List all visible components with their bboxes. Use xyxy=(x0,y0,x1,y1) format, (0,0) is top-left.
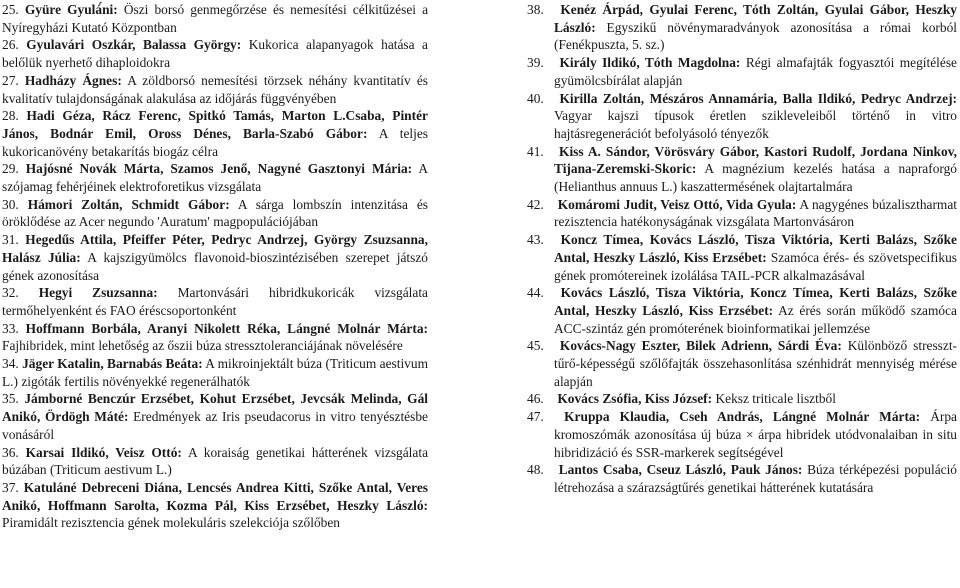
reference-entry xyxy=(527,390,957,408)
entry-authors: Gyüre Gyulá́ni: xyxy=(24,2,118,17)
entry-title: A mikroinjektált búza (Triticum aestivum L.) zigóták fertilis növényekké regenerálhatók xyxy=(2,356,428,389)
entry-authors: Gyulavári Oszkár, Balassa György: xyxy=(26,37,242,53)
entry-title: Piramidált rezisztencia gének molekuláris szelekciója szőlőben xyxy=(2,515,340,531)
entry-authors: Lantos Csaba, Cseuz László, Pauk János: xyxy=(558,462,803,478)
entry-number: 45. xyxy=(527,338,544,354)
entry-number: 29. xyxy=(2,161,19,177)
entry-number: 40. xyxy=(527,90,544,106)
entry-authors: Hadi Géza, Rácz Ferenc, Spitkó Tamás, Marton L.Csaba, Pintér János, Bodnár Emil, Oross Dénes, Barla-Szabó Gábor: xyxy=(2,108,428,141)
reference-entry xyxy=(527,54,957,89)
reference-entry xyxy=(2,355,428,390)
entry-authors: Kovács Zsófia, Kiss József: xyxy=(557,391,713,407)
entry-authors: Hámori Zoltán, Schmidt Gábor: xyxy=(27,196,230,212)
entry-authors: Kirilla Zoltán, Mészáros Annamária, Balla Ildikó, Pedryc Andrzej: xyxy=(559,90,957,106)
entry-title: A nagygénes búzalisztharmat rezisztencia hatékonyságának vizsgálata Martonvásáron xyxy=(554,196,957,230)
entry-authors: Kruppa Klaudia, Cseh András, Lángné Molnár Márta: xyxy=(564,409,921,425)
entry-title: Különböző stresszt-tűrő-képességű szőlőfajták összehasonlítása szénhidrát mennyiség mérése alapján xyxy=(554,338,958,389)
entry-title: Vagyar kajszi típusok éretlen szikleveleiből történő in vitro hajtásregenerációt befolyásoló tényezők xyxy=(554,108,957,141)
reference-entry xyxy=(2,107,428,160)
entry-authors: Katuláné Debreceni Diána, Lencsés Andrea Kitti, Szőke Antal, Veres Anikó, Hoffmann Sarolta, Kozma Pál, Kiss Erzsébet, Heszky László: xyxy=(2,479,428,513)
entry-number: 37. xyxy=(2,479,19,495)
entry-title: Kukorica alapanyagok hatása a belőlük nyerhető dihaploidokra xyxy=(2,37,429,71)
reference-entry xyxy=(2,479,428,532)
reference-entry xyxy=(2,1,428,36)
entry-authors: Hajósné Novák Márta, Szamos Jenő, Nagyné Gasztonyi Mária: xyxy=(25,161,413,177)
reference-entry xyxy=(527,408,957,461)
entry-authors: Kovács László, Tisza Viktória, Koncz Tímea, Kerti Balázs, Szőke Antal, Heszky László, Kiss Erzsébet: xyxy=(554,285,957,318)
reference-entry xyxy=(2,320,428,355)
entry-title: Búza térképezési populáció létrehozása a szárazságtűrés genetikai hátterének kutatására xyxy=(554,462,958,495)
reference-entry xyxy=(527,461,957,496)
entry-authors: Hadházy Ágnes: xyxy=(24,72,122,88)
reference-entry xyxy=(2,390,428,443)
reference-entry xyxy=(527,284,957,337)
entry-number: 36. xyxy=(2,444,19,460)
entry-number: 48. xyxy=(527,462,544,478)
entry-authors: Koncz Tímea, Kovács László, Tisza Viktória, Kerti Balázs, Szőke Antal, Heszky László, Kiss Erzsébet: xyxy=(554,232,957,265)
entry-title: A szójamag fehérjéinek elektroforetikus vizsgálata xyxy=(2,161,428,195)
entry-number: 27. xyxy=(2,72,19,88)
entry-title: Árpa kromoszómák azonosítása új búza × árpa hibridek utódvonalaiban in situ hibridizáció és SSR-markerek segítségével xyxy=(554,409,957,460)
reference-entry xyxy=(527,337,957,390)
entry-authors: Hegyi Zsuzsanna: xyxy=(38,285,158,301)
entry-number: 33. xyxy=(2,320,19,336)
entry-title: Az érés során működő szamóca ACC-szintáz gén promóterének bioinformatikai jellemzése xyxy=(554,302,958,336)
entry-title: Öszi borsó genmegőrzése és nemesítési célkitűzései a Nyíregyházi Kutató Központban xyxy=(2,2,429,35)
entry-number: 41. xyxy=(527,143,544,159)
entry-title: Eredmények az Iris pseudacorus in vitro tenyésztésbe vonásáról xyxy=(2,409,428,442)
entry-number: 30. xyxy=(2,196,19,212)
entry-title: A magnézium kezelés hatása a napraforgó (Helianthus annuus L.) kaszattermésének olajtartalmára xyxy=(554,161,958,195)
reference-entry xyxy=(527,1,957,54)
entry-authors: Jäger Katalin, Barnabás Beáta: xyxy=(22,356,203,372)
entry-authors: Kenéz Árpád, Gyulai Ferenc, Tóth Zoltán, Gyulai Gábor, Heszky László: xyxy=(554,2,957,35)
entry-authors: Kovács-Nagy Eszter, Bilek Adrienn, Sárdi Éva: xyxy=(559,338,842,354)
reference-entry xyxy=(2,231,428,284)
entry-title: Régi almafajták fogyasztói megítélése gyümölcsbírálat alapján xyxy=(554,55,958,88)
entry-title: A kajszigyümölcs flavonoid-bioszintézisében szerepet játszó gének azonosítása xyxy=(2,249,428,283)
entry-title: A sárga lombszín intenzitása és öröklődése az Acer negundo 'Auratum' magpopulációjában xyxy=(2,196,428,230)
entry-number: 43. xyxy=(527,232,544,248)
right-column xyxy=(527,0,957,588)
entry-title: A zöldborsó nemesítési törzsek néhány kvantitatív és kvalitatív tulajdonságának alakulása az időjárás függvényében xyxy=(2,72,428,106)
reference-entry xyxy=(2,36,428,71)
entry-authors: Király Ildikó, Tóth Magdolna: xyxy=(559,55,741,71)
reference-entry xyxy=(527,143,957,196)
entry-title: Keksz triticale lisztből xyxy=(715,391,836,407)
entry-authors: Komáromi Judit, Veisz Ottó, Vida Gyula: xyxy=(557,196,797,212)
reference-entry xyxy=(527,90,957,143)
reference-entry xyxy=(2,72,428,107)
entry-number: 26. xyxy=(2,37,19,53)
reference-entry xyxy=(2,444,428,479)
entry-title: Szamóca érés- és szövetspecifikus gének promótereinek izolálása TAIL-PCR alkalmazásával xyxy=(554,249,957,283)
entry-number: 42. xyxy=(527,196,544,212)
entry-number: 39. xyxy=(527,55,544,71)
reference-entry xyxy=(527,231,957,284)
entry-number: 46. xyxy=(527,391,544,407)
entry-authors: Hoffmann Borbála, Aranyi Nikolett Réka, Lángné Molnár Márta: xyxy=(25,320,428,336)
entry-number: 28. xyxy=(2,108,19,124)
entry-title: A teljes kukoricanövény betakarítás biogáz célra xyxy=(2,125,428,159)
entry-number: 38. xyxy=(527,2,544,17)
entry-title: Fajhibridek, mint lehetőség az ősziі búza stressztoleranciájának növelésére xyxy=(2,338,403,354)
entry-title: Martonvásári hibridkukoricák vizsgálata termőhelyenként és FAO éréscsoportonként xyxy=(2,285,428,318)
entry-authors: Kiss A. Sándor, Vörösváry Gábor, Kastori Rudolf, Jordana Ninkov, Tijana-Zeremski-Skoric: xyxy=(554,143,957,177)
entry-number: 31. xyxy=(2,232,19,248)
entry-authors: Hegedűs Attila, Pfeiffer Péter, Pedryc Andrzej, György Zsuzsanna, Halász Júlia: xyxy=(2,232,428,265)
entry-number: 32. xyxy=(2,285,19,301)
reference-entry xyxy=(2,284,428,319)
entry-title: A koraiság genetikai hátterének vizsgálata búzában (Triticum aestivum L.) xyxy=(2,444,429,478)
reference-entry xyxy=(2,196,428,231)
entry-authors: Karsai Ildikó, Veisz Ottó: xyxy=(25,444,182,460)
entry-authors: Jámborné Benczúr Erzsébet, Kohut Erzsébet, Jevcsák Melinda, Gál Anikó, Ördögh Máté: xyxy=(2,391,428,425)
entry-title: Egyszikű növénymaradványok azonosítása a római korból (Fenékpuszta, 5. sz.) xyxy=(554,19,957,53)
reference-entry xyxy=(2,160,428,195)
reference-entry xyxy=(527,196,957,231)
left-column xyxy=(2,0,428,588)
entry-number: 25. xyxy=(2,2,19,17)
entry-number: 35. xyxy=(2,391,19,407)
entry-number: 47. xyxy=(527,409,544,425)
entry-number: 44. xyxy=(527,285,544,301)
entry-number: 34. xyxy=(2,356,19,372)
